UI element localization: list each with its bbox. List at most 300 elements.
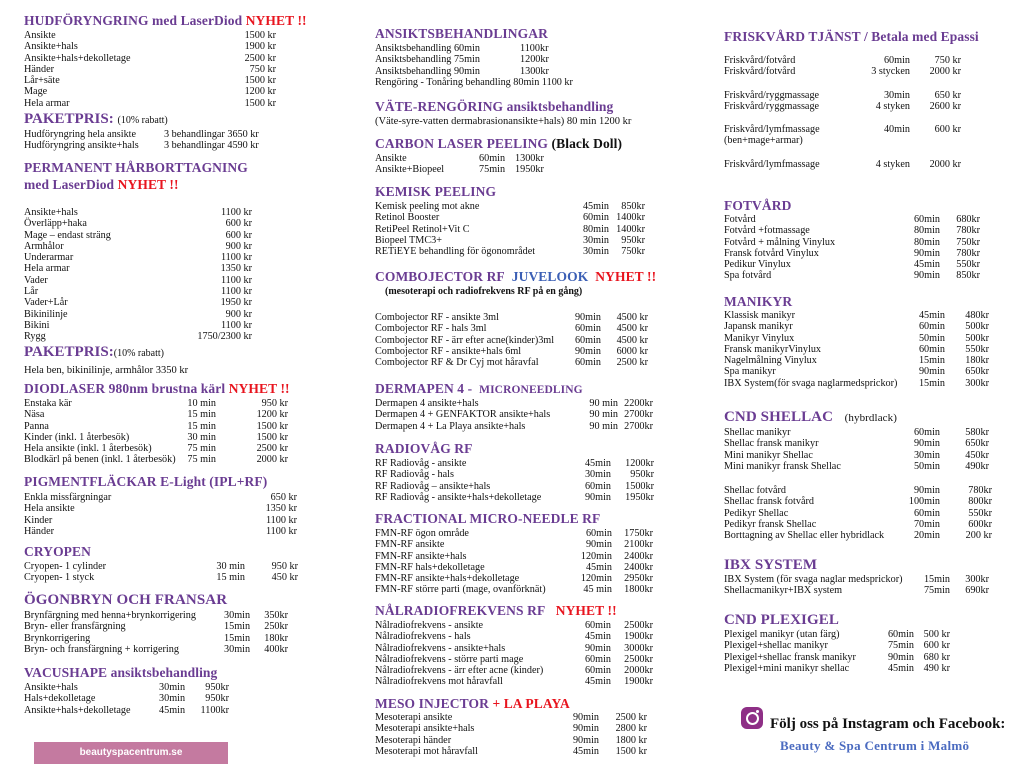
list-item: [375, 420, 653, 432]
item-price: 4500 kr: [616, 323, 648, 335]
item-duration: 75min: [479, 164, 506, 176]
list-item: [375, 491, 654, 503]
item-name: Nålradiofrekvens - ärr efter acne (kinder): [375, 665, 544, 677]
item-name: Hela ansikte: [24, 503, 75, 515]
list-item: [724, 124, 979, 135]
item-price: 750 kr: [934, 55, 961, 66]
section-kemisk: [375, 184, 645, 258]
list-item: [24, 704, 229, 716]
item-name: Retinol Booster: [375, 212, 440, 224]
item-price: 1400kr: [616, 212, 645, 224]
item-name: IBX System (för svaga naglar medsprickor): [724, 574, 903, 585]
item-price: 780kr: [956, 225, 980, 237]
item-price: 1500 kr: [256, 420, 288, 432]
list-item: (Väte-syre-vatten dermabrasionansikte+hals) 80 min 1200 kr: [375, 116, 632, 127]
list-item: [24, 64, 307, 75]
section-title: CND SHELLAC (hybrdlack): [724, 409, 898, 425]
item-price: 500kr: [965, 321, 989, 333]
item-name: FMN-RF ögon område: [375, 528, 469, 539]
item-price: 1900 kr: [244, 41, 276, 53]
item-name: Ansikte+hals: [24, 682, 78, 693]
item-name: Friskvård/lymfmassage: [724, 124, 820, 136]
item-price: 650 kr: [270, 492, 297, 503]
item-price: 4500 kr: [616, 312, 648, 323]
list-item: [724, 427, 989, 438]
item-name: FMN-RF hals+dekolletage: [375, 561, 485, 573]
item-name: Mage – endast sträng: [24, 229, 111, 241]
list-item: [724, 585, 989, 597]
item-duration: 60min: [584, 665, 611, 677]
list-item: [375, 409, 653, 421]
list-item: [375, 469, 654, 481]
list-item: [724, 236, 980, 248]
section-title: VÄTE-RENGÖRING ansiktsbehandling: [375, 99, 614, 114]
item-name: FMN-RF ansikte+hals+dekolletage: [375, 573, 520, 585]
item-price: 800kr: [968, 496, 992, 508]
item-name: Klassisk manikyr: [724, 310, 796, 321]
item-duration: 60min: [913, 507, 940, 519]
item-duration: 60min: [574, 334, 601, 346]
item-duration: 15 min: [187, 420, 216, 432]
item-name: Ansikte+hals: [24, 41, 78, 53]
item-price: 2800 kr: [615, 723, 647, 735]
section-ogonbryn: [24, 591, 288, 655]
item-price: 650kr: [965, 366, 989, 378]
instagram-icon[interactable]: [741, 707, 763, 729]
item-duration: 30min: [582, 234, 609, 246]
item-price: 2700kr: [624, 420, 653, 432]
list-item: [724, 90, 979, 101]
item-name: Näsa: [24, 409, 45, 421]
item-duration: 90min: [572, 723, 599, 735]
item-price: 2000kr: [624, 665, 653, 677]
item-price: 300kr: [965, 377, 989, 389]
friskvard-group: [724, 90, 979, 113]
list-item: [24, 308, 252, 320]
item-duration: 40min: [883, 124, 910, 136]
item-name: FMN-RF större parti (mage, ovanförknät): [375, 584, 546, 596]
list-item: [724, 507, 992, 519]
item-price: 250kr: [264, 621, 288, 633]
item-price: 2500 kr: [244, 52, 276, 64]
item-name: Fotvård + målning Vinylux: [724, 236, 836, 248]
list-item: [24, 274, 252, 286]
item-duration: 30min: [582, 246, 609, 258]
friskvard-group: [724, 159, 979, 170]
item-price: 1100 kr: [265, 514, 297, 526]
item-price: 500kr: [965, 332, 989, 344]
item-duration: 4 styken: [875, 100, 910, 112]
list-item: [724, 55, 979, 66]
item-name: Panna: [24, 420, 49, 432]
item-price: 2100kr: [624, 539, 653, 551]
section-plexigel: [724, 611, 950, 674]
item-name: Mini manikyr fransk Shellac: [724, 460, 841, 472]
list-item: [24, 286, 252, 298]
section-title: FRACTIONAL MICRO-NEEDLE RF: [375, 511, 601, 526]
item-price: 600 kr: [934, 124, 961, 136]
item-duration: 90min: [913, 247, 940, 259]
item-name: Ansikte+hals: [24, 207, 78, 218]
item-duration: 15min: [224, 632, 251, 644]
item-price: 1200 kr: [256, 409, 288, 421]
list-item: [375, 66, 548, 77]
item-price: 680kr: [956, 214, 980, 225]
item-name: Bryn- eller fransfärgning: [24, 621, 126, 633]
item-name: Nålradiofrekvens - ansikte+hals: [375, 642, 506, 654]
item-price: 750 kr: [249, 63, 276, 75]
item-price: 900 kr: [225, 308, 252, 320]
item-price: 450kr: [965, 449, 989, 461]
item-name: FMN-RF ansikte+hals: [375, 550, 467, 562]
item-price: 2500kr: [624, 653, 653, 665]
list-item: [375, 312, 656, 323]
item-duration: 60min: [584, 480, 611, 492]
list-item: [375, 550, 653, 562]
item-duration: 4 styken: [875, 158, 910, 170]
item-name: Pedikyr fransk Shellac: [724, 519, 817, 531]
item-price: 950 kr: [271, 561, 298, 572]
item-duration: 90 min: [589, 409, 618, 421]
item-name: RF Radiovåg - ansikte+hals+dekolletage: [375, 491, 542, 503]
item-name: Fransk manikyrVinylux: [724, 343, 822, 355]
list-item: [24, 572, 298, 584]
item-price: 1800 kr: [615, 734, 647, 746]
item-price: 1950kr: [625, 491, 654, 503]
list-item: [24, 86, 307, 97]
item-name: Mesoterapi händer: [375, 734, 452, 746]
item-name: Lår: [24, 286, 39, 298]
item-price: 490kr: [965, 460, 989, 472]
item-name: Underarmar: [24, 252, 74, 264]
item-price: 950kr: [621, 234, 645, 246]
item-duration: 30min: [159, 693, 186, 705]
item-duration: 60min: [585, 528, 612, 539]
section-cnd-shellac: [724, 408, 992, 542]
item-price: 780kr: [968, 485, 992, 497]
item-name: Hudföryngring hela ansikte: [24, 129, 137, 141]
item-name: Bikinilinje: [24, 308, 68, 320]
item-duration: 45min: [585, 561, 612, 573]
section-combojector: [375, 269, 656, 368]
item-price: 950 kr: [261, 398, 288, 409]
item-name: Shellacmanikyr+IBX system: [724, 585, 843, 597]
item-duration: 60min: [918, 343, 945, 355]
list-item: [24, 297, 252, 309]
item-price: 500 kr: [923, 629, 950, 640]
item-price: 780kr: [956, 247, 980, 259]
section-friskvard: [724, 29, 979, 170]
item-duration: 90min: [918, 366, 945, 378]
item-duration: 45min: [584, 458, 611, 469]
section-fractional: [375, 511, 653, 596]
list-item: [24, 443, 290, 454]
item-duration: 90min: [913, 270, 940, 282]
list-item: [24, 421, 290, 432]
list-item: [24, 682, 229, 693]
list-item: [24, 319, 252, 331]
item-duration: 90min: [572, 734, 599, 746]
item-price: 750kr: [621, 246, 645, 258]
item-name: Cryopen- 1 styck: [24, 572, 95, 584]
item-price: 2950kr: [624, 573, 653, 585]
item-name: Manikyr Vinylux: [724, 332, 795, 344]
item-name: Brynfärgning med henna+brynkorrigering: [24, 610, 196, 621]
list-item: [24, 693, 229, 705]
item-name: FMN-RF ansikte: [375, 539, 445, 551]
item-name: Brynkorrigering: [24, 632, 91, 644]
item-price: 650 kr: [934, 89, 961, 101]
item-name: Combojector RF - ansikte 3ml: [375, 312, 499, 323]
section-title: MESO INJECTOR + LA PLAYA: [375, 696, 570, 711]
list-item: [375, 234, 645, 246]
website-link[interactable]: beautyspacentrum.se: [34, 742, 228, 764]
list-item: [375, 346, 656, 357]
item-duration: 90min: [584, 491, 611, 503]
item-duration: 75min: [887, 640, 914, 652]
item-name: Shellac fransk manikyr: [724, 438, 819, 450]
paketpris-label: PAKETPRIS: (10% rabatt): [24, 111, 168, 128]
item-name: Lår+säte: [24, 75, 60, 87]
item-name: Rygg: [24, 331, 46, 343]
item-price: 1800kr: [624, 584, 653, 596]
list-item: [375, 480, 654, 492]
item-name: Shellac manikyr: [724, 427, 791, 438]
item-name: Hela ansikte (inkl. 1 återbesök): [24, 443, 152, 455]
list-item: [24, 41, 307, 52]
item-price: 2700kr: [624, 409, 653, 421]
item-name: Kinder: [24, 514, 53, 526]
section-title: RADIOVÅG RF: [375, 441, 473, 456]
item-price: 850kr: [956, 270, 980, 282]
item-name: Friskvård/fotvård: [724, 66, 796, 78]
item-duration: 10 min: [187, 398, 216, 409]
item-name: Hals+dekolletage: [24, 693, 96, 705]
item-price: 1900kr: [624, 631, 653, 643]
list-item: [375, 745, 647, 757]
list-item: [724, 519, 992, 531]
item-price: 300kr: [965, 574, 989, 585]
item-duration: 15 min: [187, 409, 216, 421]
item-duration: 90min: [572, 712, 599, 723]
section-dermapen: [375, 381, 653, 432]
list-item: [724, 485, 992, 497]
item-price: 1500kr: [625, 480, 654, 492]
section-meso: [375, 696, 647, 757]
list-item: [724, 438, 989, 450]
item-price: 3000kr: [624, 642, 653, 654]
list-item: [24, 525, 297, 537]
list-item: [375, 357, 656, 368]
section-fotvard: [724, 198, 980, 282]
item-name: IBX System(för svaga naglarmedsprickor): [724, 377, 898, 389]
item-duration: 30min: [883, 89, 910, 101]
item-name: RF Radiovåg – ansikte+hals: [375, 480, 491, 492]
item-name: Ansiktsbehandling 75min: [375, 54, 480, 66]
item-duration: 120min: [580, 550, 612, 562]
item-duration: 60min: [883, 55, 910, 66]
item-name: Blodkärl på benen (inkl. 1 återbesök): [24, 454, 176, 466]
item-name: Kinder (inkl. 1 återbesök): [24, 431, 130, 443]
list-item: [375, 642, 653, 654]
list-item: [24, 30, 307, 41]
item-name: Nagelmålning Vinylux: [724, 355, 817, 367]
item-price: 2000 kr: [929, 66, 961, 78]
item-price: 600 kr: [923, 640, 950, 652]
list-item: [375, 153, 622, 164]
section-diodlaser: [24, 381, 290, 466]
list-item: [375, 712, 647, 723]
item-name: RF Radiovåg - ansikte: [375, 458, 467, 469]
item-duration: 90min: [584, 642, 611, 654]
item-duration: 120min: [580, 573, 612, 585]
item-name: Spa fotvård: [724, 270, 772, 282]
section-title: KEMISK PEELING: [375, 184, 497, 199]
item-name: Dermapen 4 + La Playa ansikte+hals: [375, 420, 526, 432]
item-price: 900 kr: [225, 240, 252, 252]
item-price: 1300kr: [520, 65, 549, 77]
item-price: 480kr: [965, 310, 989, 321]
section-subtitle: (mesoterapi och radiofrekvens RF på en gång): [385, 286, 583, 297]
item-price: 1100 kr: [220, 319, 252, 331]
item-duration: 45min: [887, 662, 914, 674]
section-title: CRYOPEN: [24, 544, 91, 559]
section-vacushape: [24, 665, 229, 716]
item-price: 180kr: [965, 355, 989, 367]
section-title: DERMAPEN 4 - MICRONEEDLING: [375, 381, 583, 396]
list-item: [24, 503, 297, 515]
item-price: 2000 kr: [256, 454, 288, 466]
item-name: Ansikte+hals+dekolletage: [24, 704, 131, 716]
item-name: Friskvård/ryggmassage: [724, 89, 820, 101]
item-price: 2500kr: [624, 620, 653, 631]
item-name: Bryn- och fransfärgning + korrigering: [24, 643, 179, 655]
item-price: 950kr: [630, 469, 654, 481]
section-manikyr: [724, 294, 989, 389]
section-title: MANIKYR: [724, 294, 793, 309]
item-duration: 90 min: [589, 420, 618, 432]
item-duration: 30 min: [216, 561, 245, 572]
item-name: Japansk manikyr: [724, 321, 793, 333]
item-duration: 75 min: [187, 443, 216, 455]
item-duration: 90min: [574, 345, 601, 357]
friskvard-group: [724, 124, 979, 147]
list-item: [375, 584, 653, 596]
item-duration: 60min: [913, 214, 940, 225]
item-price: 2000 kr: [929, 158, 961, 170]
item-name: Biopeel TMC3+: [375, 234, 442, 246]
item-name: Nålradiofrekvens - större parti mage: [375, 653, 524, 665]
list-item: [24, 454, 290, 465]
list-item: [24, 492, 297, 503]
list-item: [24, 140, 307, 151]
item-price: 650kr: [965, 438, 989, 450]
item-duration: 30min: [224, 643, 251, 655]
list-item: [375, 458, 654, 469]
list-item: [724, 651, 950, 663]
list-item: [24, 514, 297, 526]
item-price: 1500 kr: [244, 75, 276, 87]
list-item: [375, 335, 656, 346]
item-price: 2400kr: [624, 561, 653, 573]
item-name: Fransk fotvård Vinylux: [724, 247, 819, 259]
item-duration: 45min: [913, 259, 940, 271]
item-duration: 60min: [574, 357, 601, 369]
list-item: [24, 561, 298, 572]
list-item: [375, 620, 653, 631]
item-name: (ben+mage+armar): [724, 135, 803, 147]
list-item: [24, 207, 252, 218]
list-item: [724, 259, 980, 271]
list-item: [724, 377, 989, 389]
list-item: [724, 355, 989, 367]
item-name: Kemisk peeling mot akne: [375, 201, 480, 212]
item-price: 490 kr: [923, 662, 950, 674]
list-item: [375, 246, 645, 258]
item-price: 600kr: [968, 519, 992, 531]
item-duration: 75 min: [187, 454, 216, 466]
item-duration: 30min: [584, 469, 611, 481]
item-name: Friskvård/ryggmassage: [724, 100, 820, 112]
item-duration: 90 min: [589, 398, 618, 409]
item-name: Fotvård: [724, 214, 756, 225]
list-item: [724, 214, 980, 225]
item-price: 1100 kr: [220, 286, 252, 298]
list-item: [375, 212, 645, 224]
list-item: [375, 323, 656, 334]
item-name: Mini manikyr Shellac: [724, 449, 813, 461]
item-name: RF Radiovåg - hals: [375, 469, 454, 481]
item-name: Combojector RF - ansikte+hals 6ml: [375, 345, 522, 357]
item-name: Friskvård/fotvård: [724, 55, 796, 66]
section-title: FRISKVÅRD TJÄNST / Betala med Epassi: [724, 29, 979, 44]
section-title: PERMANENT HÅRBORTTAGNING: [24, 160, 248, 175]
item-price: 180kr: [264, 632, 288, 644]
section-vate: [375, 99, 631, 128]
item-price: 1900kr: [624, 676, 653, 688]
item-name: Ansikte: [24, 30, 56, 41]
section-pigment: [24, 474, 297, 537]
list-item: [24, 621, 288, 633]
item-price: 1100 kr: [220, 207, 252, 218]
item-name: Plexigel+mini manikyr shellac: [724, 662, 850, 674]
item-price: 200 kr: [965, 530, 992, 542]
list-item: [24, 229, 252, 241]
item-name: Vader+Lår: [24, 297, 68, 309]
item-price: 1750/2300 kr: [197, 331, 252, 343]
list-item: [375, 573, 653, 585]
section-title: PIGMENTFLÄCKAR E-Light (IPL+RF): [24, 474, 268, 489]
item-price: 550kr: [956, 259, 980, 271]
item-price: 1200 kr: [244, 86, 276, 98]
item-duration: 30min: [159, 682, 186, 693]
item-name: Mesoterapi ansikte+hals: [375, 723, 475, 735]
list-item: [375, 631, 653, 643]
section-title: IBX SYSTEM: [724, 557, 818, 573]
item-price: 2200kr: [624, 398, 653, 409]
list-item: [24, 643, 288, 655]
follow-text: Följ oss på Instagram och Facebook:: [770, 716, 1006, 732]
item-name: Combojector RF - hals 3ml: [375, 323, 487, 335]
item-duration: 90min: [585, 539, 612, 551]
list-item: [724, 640, 950, 652]
item-price: 1200kr: [520, 54, 549, 66]
section-ansiktsbehandlingar: [375, 26, 573, 88]
list-item: [375, 223, 645, 235]
section-cryopen: [24, 544, 298, 584]
item-name: Combojector RF - ärr efter acne(kinder)3ml: [375, 334, 555, 346]
list-item: [24, 240, 252, 252]
